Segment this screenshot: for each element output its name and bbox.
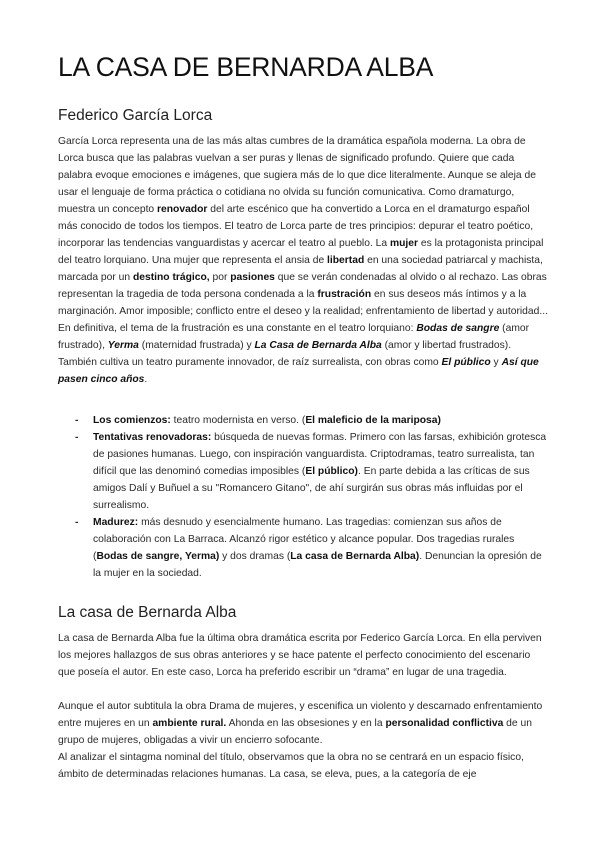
list-item-tentativas: - Tentativas renovadoras: búsqueda de nuevas formas. Primero con las farsas, exhibición grotesca de pasiones humanas. Luego, con inspiración vanguardista. Criptodramas, teatro surrealista, tan difícil que las denominó comedias imposibles (El público). En parte debida a las críticas de sus amigos Dalí y Buñuel a su "Romancero Gitano", de ahí surgirán sus obras más influidas por el surrealismo. <box>75 432 547 511</box>
section-heading-play: La casa de Bernarda Alba <box>58 604 237 621</box>
document-title: LA CASA DE BERNARDA ALBA <box>58 52 434 82</box>
periods-list <box>58 412 548 582</box>
list-item-comienzos: - Los comienzos: teatro modernista en verso. (El maleficio de la mariposa) <box>75 415 441 426</box>
play-paragraph-1: La casa de Bernarda Alba fue la última obra dramática escrita por Federico García Lorca. En ella perviven los mejores hallazgos de sus obras anteriores y se hace patente el perfecto conocimiento del escenario que poseía el autor. En este caso, Lorca ha preferido escribir un “drama” en lugar de una tragedia. <box>58 633 542 678</box>
play-paragraph-3: Al analizar el sintagma nominal del título, observamos que la obra no se centrará en un espacio físico, ámbito de determinadas relaciones humanas. La casa, se eleva, pues, a la categoría de eje <box>58 752 524 780</box>
list-item-madurez: - Madurez: más desnudo y esencialmente humano. Las tragedias: comienzan sus años de colaboración con La Barraca. Alcanzó rigor estético y alcance popular. Dos tragedias rurales (Bodas de sangre, Yerma) y dos dramas (La casa de Bernarda Alba). Denuncian la opresión de la mujer en la sociedad. <box>75 517 542 579</box>
section-heading-author: Federico García Lorca <box>58 107 213 124</box>
author-paragraph: García Lorca representa una de las más altas cumbres de la dramática española moderna. La obra de Lorca busca que las palabras vuelvan a ser puras y llenas de significado profundo. Quiere que cada palabra evoque emociones e imágenes, que sugiera más de lo que dice literalmente. Aunque se aleja de usar el lenguaje de forma práctica o cotidiana no olvida su función comunicativa. Como dramaturgo, muestra un concepto renovador del arte escénico que ha convertido a Lorca en el dramaturgo español más conocido de todos los tiempos. El teatro de Lorca parte de tres principios: depurar el teatro poético, incorporar las tendencias vanguardistas y acercar el teatro al pueblo. La mujer es la protagonista principal del teatro lorquiano. Una mujer que representa el ansia de libertad en una sociedad patriarcal y machista, marcada por un destino trágico, por pasiones que se verán condenadas al olvido o al rechazo. Las obras representan la tragedia de toda persona condenada a la frustración en sus deseos más íntimos y a la marginación. Amor imposible; conflicto entre el deseo y la realidad; enfrentamiento de libertad y autoridad... En definitiva, el tema de la frustración es una constante en el teatro lorquiano: Bodas de sangre (amor frustrado), Yerma (maternidad frustrada) y La Casa de Bernarda Alba (amor y libertad frustrados). También cultiva un teatro puramente innovador, de raíz surrealista, con obras como El público y Así que pasen cinco años. <box>58 136 548 385</box>
play-paragraph-2: Aunque el autor subtitula la obra Drama de mujeres, y escenifica un violento y descarnado enfrentamiento entre mujeres en un ambiente rural. Ahonda en las obsesiones y en la personalidad conflictiva de un grupo de mujeres, obligadas a vivir un encierro sofocante. <box>58 701 543 746</box>
